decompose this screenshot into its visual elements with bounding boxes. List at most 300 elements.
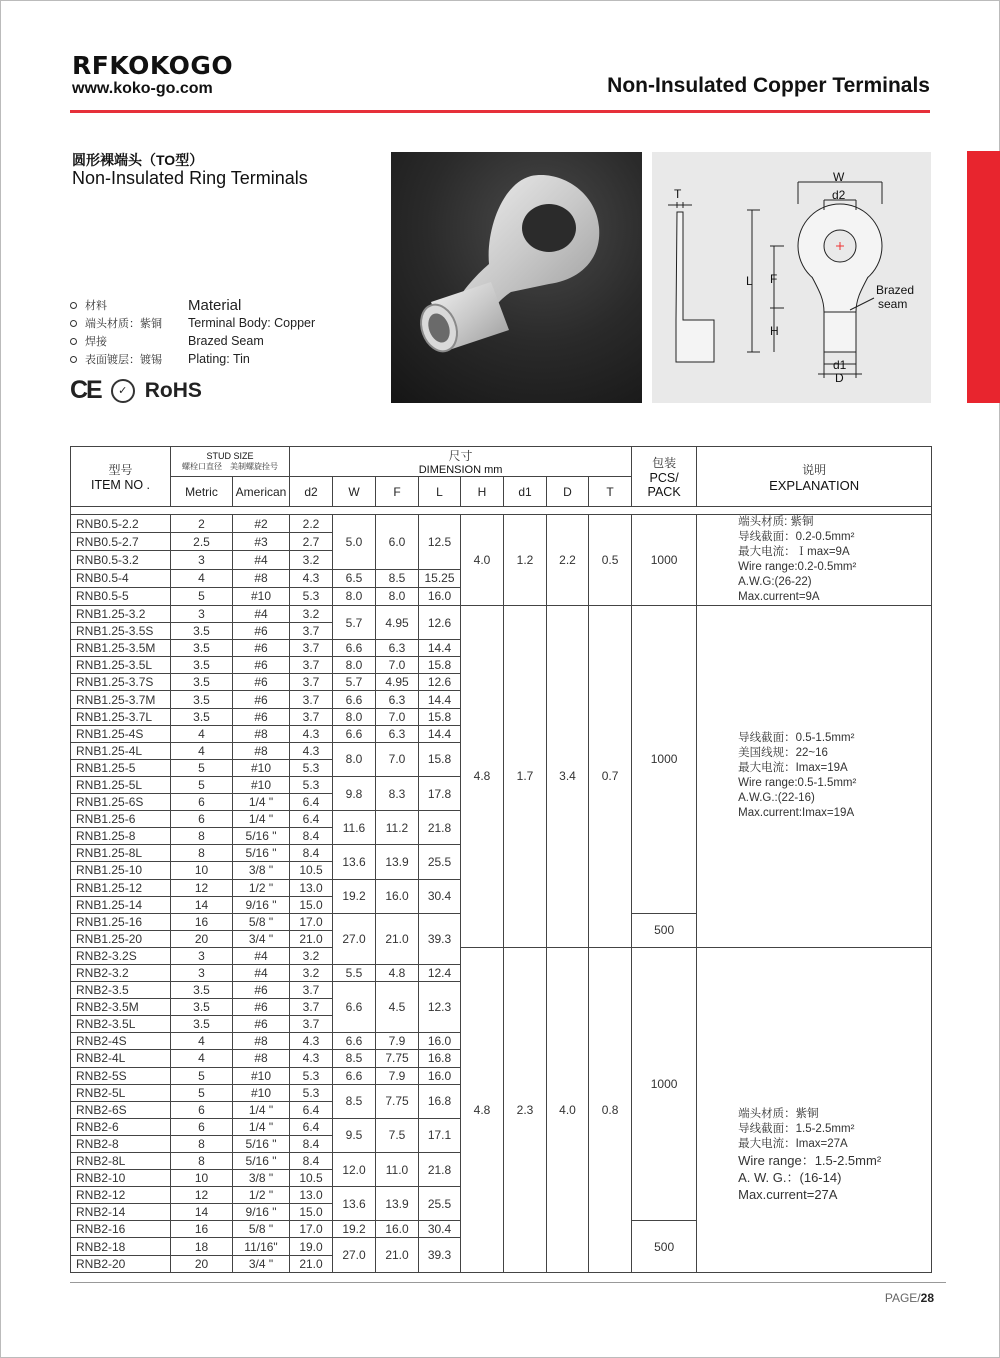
metric-cell: 3.5 — [171, 691, 233, 708]
l-cell: 21.8 — [419, 1153, 461, 1187]
w-cell: 8.5 — [333, 1084, 376, 1118]
side-tab — [967, 151, 1000, 403]
header-f: F — [376, 477, 419, 507]
american-cell: #10 — [233, 776, 290, 793]
header-l: L — [419, 477, 461, 507]
d2-cell: 15.0 — [290, 1204, 333, 1221]
page-heading: Non-Insulated Copper Terminals — [607, 74, 930, 97]
american-cell: #8 — [233, 725, 290, 742]
h-cell: 4.0 — [461, 515, 504, 606]
explanation-cell — [697, 515, 932, 606]
d2-cell: 2.7 — [290, 533, 333, 551]
metric-cell: 4 — [171, 1050, 233, 1067]
product-title-cn: 圆形裸端头（TO型） — [72, 152, 204, 168]
metric-cell: 2 — [171, 515, 233, 533]
item-no-cell: RNB0.5-2.2 — [71, 515, 171, 533]
l-cell: 12.3 — [419, 982, 461, 1033]
american-cell: #10 — [233, 1084, 290, 1101]
metric-cell: 4 — [171, 1033, 233, 1050]
explanation-line: 端头材质: 紫铜 — [738, 516, 814, 528]
metric-cell: 6 — [171, 1118, 233, 1135]
american-cell: 1/2 " — [233, 1187, 290, 1204]
pack-cell: 1000 — [632, 606, 697, 914]
item-no-cell: RNB1.25-3.5M — [71, 640, 171, 657]
item-no-cell: RNB2-3.5 — [71, 982, 171, 999]
spec-table-wrap — [70, 446, 931, 1273]
d2-cell: 3.7 — [290, 623, 333, 640]
w-cell: 6.6 — [333, 725, 376, 742]
metric-cell: 5 — [171, 1067, 233, 1084]
d2-cell: 3.2 — [290, 606, 333, 623]
material-cn: 表面镀层：镀锡 — [85, 354, 162, 366]
f-cell: 13.9 — [376, 845, 419, 879]
d2-cell: 8.4 — [290, 828, 333, 845]
l-cell: 39.3 — [419, 1238, 461, 1272]
explanation-line: 最大电流：Imax=27A — [738, 1137, 848, 1150]
item-no-cell: RNB1.25-3.5L — [71, 657, 171, 674]
d2-cell: 17.0 — [290, 913, 333, 930]
metric-cell: 5 — [171, 759, 233, 776]
table-row — [71, 606, 932, 623]
l-cell: 21.8 — [419, 811, 461, 845]
item-no-cell: RNB2-6S — [71, 1101, 171, 1118]
american-cell: #6 — [233, 623, 290, 640]
american-cell: #8 — [233, 1050, 290, 1067]
w-cell: 19.2 — [333, 879, 376, 913]
d2-cell: 3.7 — [290, 657, 333, 674]
f-cell: 4.95 — [376, 606, 419, 640]
l-cell: 12.4 — [419, 964, 461, 981]
explanation-line: 端头材质：紫铜 — [738, 1107, 819, 1120]
pack-cell: 500 — [632, 1221, 697, 1272]
explanation-line: Wire range：1.5-2.5mm² — [738, 1152, 882, 1168]
american-cell: #4 — [233, 947, 290, 964]
f-cell: 6.0 — [376, 515, 419, 570]
item-no-cell: RNB1.25-4S — [71, 725, 171, 742]
american-cell: 3/8 " — [233, 1170, 290, 1187]
material-row — [70, 332, 315, 350]
sgs-icon: ✓ — [111, 379, 135, 403]
metric-cell: 12 — [171, 879, 233, 896]
f-cell: 7.0 — [376, 657, 419, 674]
metric-cell: 2.5 — [171, 533, 233, 551]
d2-cell: 6.4 — [290, 1101, 333, 1118]
metric-cell: 5 — [171, 587, 233, 605]
dimension-diagram — [652, 152, 931, 403]
american-cell: #10 — [233, 759, 290, 776]
explanation-line: A. W. G.：(16-14) — [738, 1169, 842, 1185]
american-cell: #6 — [233, 999, 290, 1016]
american-cell: #6 — [233, 691, 290, 708]
american-cell: 5/16 " — [233, 1135, 290, 1152]
d2-cell: 3.7 — [290, 1016, 333, 1033]
t-cell: 0.7 — [589, 606, 632, 948]
w-cell: 6.5 — [333, 569, 376, 587]
material-en: Brazed Seam — [188, 334, 264, 348]
metric-cell: 8 — [171, 1135, 233, 1152]
american-cell: 3/4 " — [233, 930, 290, 947]
material-en: Plating: Tin — [188, 352, 250, 366]
item-no-cell: RNB1.25-3.7S — [71, 674, 171, 691]
l-cell: 17.1 — [419, 1118, 461, 1152]
d2-cell: 3.7 — [290, 982, 333, 999]
item-no-cell: RNB0.5-3.2 — [71, 551, 171, 569]
d2-cell: 19.0 — [290, 1238, 333, 1255]
item-no-cell: RNB1.25-3.5S — [71, 623, 171, 640]
f-cell: 7.9 — [376, 1033, 419, 1050]
f-cell: 11.2 — [376, 811, 419, 845]
header-w: W — [333, 477, 376, 507]
product-photo — [391, 152, 642, 403]
american-cell: #8 — [233, 742, 290, 759]
d1-cell: 1.7 — [504, 606, 547, 948]
d2-cell: 8.4 — [290, 1153, 333, 1170]
dim-label-d2: d2 — [832, 188, 846, 202]
american-cell: #4 — [233, 606, 290, 623]
explanation-line: Wire range:0.2-0.5mm² — [738, 561, 857, 573]
material-list — [70, 296, 315, 368]
item-no-cell: RNB2-8 — [71, 1135, 171, 1152]
l-cell: 15.8 — [419, 742, 461, 776]
w-cell: 8.0 — [333, 742, 376, 776]
american-cell: 1/2 " — [233, 879, 290, 896]
item-no-cell: RNB1.25-5L — [71, 776, 171, 793]
item-no-cell: RNB1.25-14 — [71, 896, 171, 913]
item-no-cell: RNB2-16 — [71, 1221, 171, 1238]
american-cell: #6 — [233, 1016, 290, 1033]
american-cell: #8 — [233, 569, 290, 587]
dim-label-f: F — [770, 272, 778, 286]
item-no-cell: RNB1.25-4L — [71, 742, 171, 759]
l-cell: 16.8 — [419, 1050, 461, 1067]
dim-label-t: T — [674, 187, 682, 201]
d-cell: 4.0 — [547, 947, 589, 1272]
header-t: T — [589, 477, 632, 507]
header-stud-size: STUD SIZE 螺栓口直径 美制螺旋拴号 — [171, 447, 290, 477]
material-row — [70, 314, 315, 332]
d2-cell: 3.7 — [290, 674, 333, 691]
explanation-line: A.W.G:(26-22) — [738, 576, 812, 588]
d2-cell: 5.3 — [290, 776, 333, 793]
metric-cell: 3.5 — [171, 982, 233, 999]
american-cell: 5/16 " — [233, 1153, 290, 1170]
item-no-cell: RNB1.25-10 — [71, 862, 171, 879]
l-cell: 15.8 — [419, 657, 461, 674]
material-cn: 端头材质：紫铜 — [85, 318, 162, 330]
metric-cell: 20 — [171, 1255, 233, 1272]
l-cell: 14.4 — [419, 640, 461, 657]
t-cell: 0.8 — [589, 947, 632, 1272]
dim-label-l: L — [746, 274, 753, 288]
w-cell: 6.6 — [333, 691, 376, 708]
american-cell: #6 — [233, 982, 290, 999]
f-cell: 7.5 — [376, 1118, 419, 1152]
american-cell: #3 — [233, 533, 290, 551]
header-dimension: 尺寸 DIMENSION mm — [290, 447, 632, 477]
d2-cell: 10.5 — [290, 862, 333, 879]
american-cell: 1/4 " — [233, 794, 290, 811]
w-cell: 19.2 — [333, 1221, 376, 1238]
metric-cell: 4 — [171, 742, 233, 759]
dim-label-d1: d1 — [833, 358, 847, 372]
w-cell: 6.6 — [333, 1033, 376, 1050]
d2-cell: 3.7 — [290, 708, 333, 725]
header-rule — [70, 110, 930, 113]
d2-cell: 15.0 — [290, 896, 333, 913]
metric-cell: 4 — [171, 725, 233, 742]
material-row — [70, 350, 315, 368]
d2-cell: 8.4 — [290, 845, 333, 862]
l-cell: 30.4 — [419, 879, 461, 913]
f-cell: 7.75 — [376, 1050, 419, 1067]
metric-cell: 14 — [171, 896, 233, 913]
american-cell: #6 — [233, 657, 290, 674]
l-cell: 25.5 — [419, 1187, 461, 1221]
explanation-cell — [697, 606, 932, 948]
t-cell: 0.5 — [589, 515, 632, 606]
american-cell: 3/8 " — [233, 862, 290, 879]
american-cell: 1/4 " — [233, 811, 290, 828]
item-no-cell: RNB2-3.5M — [71, 999, 171, 1016]
w-cell: 9.5 — [333, 1118, 376, 1152]
d-cell: 3.4 — [547, 606, 589, 948]
item-no-cell: RNB2-12 — [71, 1187, 171, 1204]
ring-terminal-photo-icon — [391, 152, 642, 403]
item-no-cell: RNB1.25-3.7L — [71, 708, 171, 725]
american-cell: 3/4 " — [233, 1255, 290, 1272]
h-cell: 4.8 — [461, 606, 504, 948]
metric-cell: 8 — [171, 1153, 233, 1170]
item-no-cell: RNB1.25-3.2 — [71, 606, 171, 623]
header-d: D — [547, 477, 589, 507]
metric-cell: 18 — [171, 1238, 233, 1255]
dim-label-d: D — [835, 371, 844, 385]
explanation-cell — [697, 947, 932, 1272]
explanation-line: 最大电流：Imax=19A — [738, 762, 848, 775]
metric-cell: 3.5 — [171, 999, 233, 1016]
item-no-cell: RNB0.5-4 — [71, 569, 171, 587]
american-cell: 5/8 " — [233, 1221, 290, 1238]
metric-cell: 6 — [171, 811, 233, 828]
w-cell: 5.7 — [333, 674, 376, 691]
american-cell: 9/16 " — [233, 896, 290, 913]
american-cell: 11/16" — [233, 1238, 290, 1255]
metric-cell: 3.5 — [171, 708, 233, 725]
d2-cell: 3.7 — [290, 691, 333, 708]
item-no-cell: RNB2-3.5L — [71, 1016, 171, 1033]
f-cell: 16.0 — [376, 879, 419, 913]
w-cell: 6.6 — [333, 1067, 376, 1084]
metric-cell: 3 — [171, 606, 233, 623]
item-no-cell: RNB0.5-5 — [71, 587, 171, 605]
l-cell: 12.6 — [419, 606, 461, 640]
l-cell: 16.0 — [419, 1033, 461, 1050]
f-cell: 4.95 — [376, 674, 419, 691]
metric-cell: 3 — [171, 947, 233, 964]
l-cell: 15.25 — [419, 569, 461, 587]
l-cell: 15.8 — [419, 708, 461, 725]
american-cell: #8 — [233, 1033, 290, 1050]
pack-cell: 1000 — [632, 947, 697, 1221]
header-pack: 包装 PCS/ PACK — [632, 447, 697, 507]
spec-table — [70, 446, 932, 1273]
item-no-cell: RNB2-3.2S — [71, 947, 171, 964]
f-cell: 8.0 — [376, 587, 419, 605]
explanation-line: Max.current=9A — [738, 591, 820, 603]
header-metric: Metric — [171, 477, 233, 507]
l-cell: 14.4 — [419, 691, 461, 708]
item-no-cell: RNB1.25-6 — [71, 811, 171, 828]
item-no-cell: RNB2-18 — [71, 1238, 171, 1255]
american-cell: #6 — [233, 640, 290, 657]
bullet-icon — [70, 338, 77, 345]
spec-body — [71, 515, 932, 1273]
explanation-line: 最大电流：Ｉmax=9A — [738, 546, 850, 558]
d2-cell: 6.4 — [290, 811, 333, 828]
product-title-en: Non-Insulated Ring Terminals — [72, 168, 308, 188]
metric-cell: 12 — [171, 1187, 233, 1204]
explanation-line: 美国线规：22~16 — [738, 747, 828, 760]
d2-cell: 3.2 — [290, 964, 333, 981]
table-row — [71, 947, 932, 964]
bullet-icon — [70, 356, 77, 363]
d2-cell: 3.7 — [290, 640, 333, 657]
d2-cell: 4.3 — [290, 742, 333, 759]
w-cell: 8.5 — [333, 1050, 376, 1067]
american-cell: 5/16 " — [233, 845, 290, 862]
brand-url[interactable]: www.koko-go.com — [72, 80, 213, 97]
d2-cell: 5.3 — [290, 1067, 333, 1084]
pack-cell: 500 — [632, 913, 697, 947]
w-cell: 5.7 — [333, 606, 376, 640]
l-cell: 14.4 — [419, 725, 461, 742]
item-no-cell: RNB1.25-20 — [71, 930, 171, 947]
american-cell: #2 — [233, 515, 290, 533]
d1-cell: 1.2 — [504, 515, 547, 606]
ce-mark-icon: CE — [70, 376, 101, 404]
explanation-line: Max.current=27A — [738, 1186, 838, 1202]
item-no-cell: RNB2-4S — [71, 1033, 171, 1050]
explanation-line: Max.current:Imax=19A — [738, 807, 855, 820]
l-cell: 39.3 — [419, 913, 461, 964]
w-cell: 9.8 — [333, 776, 376, 810]
seam-label: seam — [878, 297, 908, 311]
brand-logo: RFKOKOGO — [72, 51, 234, 80]
d2-cell: 6.4 — [290, 794, 333, 811]
w-cell: 27.0 — [333, 913, 376, 964]
d2-cell: 3.2 — [290, 551, 333, 569]
metric-cell: 8 — [171, 828, 233, 845]
f-cell: 8.5 — [376, 569, 419, 587]
w-cell: 27.0 — [333, 1238, 376, 1272]
l-cell: 16.8 — [419, 1084, 461, 1118]
american-cell: #10 — [233, 1067, 290, 1084]
w-cell: 12.0 — [333, 1153, 376, 1187]
bullet-icon — [70, 320, 77, 327]
metric-cell: 3.5 — [171, 657, 233, 674]
item-no-cell: RNB1.25-6S — [71, 794, 171, 811]
header-d2: d2 — [290, 477, 333, 507]
american-cell: #4 — [233, 551, 290, 569]
w-cell: 6.6 — [333, 982, 376, 1033]
d2-cell: 17.0 — [290, 1221, 333, 1238]
explanation-line: Wire range:0.5-1.5mm² — [738, 777, 857, 790]
l-cell: 17.8 — [419, 776, 461, 810]
f-cell: 16.0 — [376, 1221, 419, 1238]
metric-cell: 3.5 — [171, 674, 233, 691]
material-cn: 材料 — [85, 300, 107, 312]
explanation-line: 导线截面：0.5-1.5mm² — [738, 732, 855, 745]
d2-cell: 4.3 — [290, 1050, 333, 1067]
item-no-cell: RNB2-5L — [71, 1084, 171, 1101]
item-no-cell: RNB1.25-3.7M — [71, 691, 171, 708]
header-gap — [71, 507, 932, 515]
d2-cell: 4.3 — [290, 569, 333, 587]
w-cell: 11.6 — [333, 811, 376, 845]
rohs-mark: RoHS — [144, 378, 202, 402]
american-cell: #10 — [233, 587, 290, 605]
explanation-line: A.W.G.:(22-16) — [738, 792, 815, 805]
material-en: Material — [188, 296, 242, 314]
d2-cell: 13.0 — [290, 879, 333, 896]
header-explanation: 说明 EXPLANATION — [697, 447, 932, 507]
pack-cell: 1000 — [632, 515, 697, 606]
l-cell: 16.0 — [419, 587, 461, 605]
page-number: PAGE/28 — [884, 1291, 934, 1305]
item-no-cell: RNB2-3.2 — [71, 964, 171, 981]
header-item: 型号 ITEM NO . — [71, 447, 171, 507]
american-cell: #6 — [233, 674, 290, 691]
american-cell: 1/4 " — [233, 1101, 290, 1118]
l-cell: 25.5 — [419, 845, 461, 879]
metric-cell: 16 — [171, 913, 233, 930]
metric-cell: 6 — [171, 794, 233, 811]
f-cell: 7.9 — [376, 1067, 419, 1084]
f-cell: 4.5 — [376, 982, 419, 1033]
w-cell: 6.6 — [333, 640, 376, 657]
f-cell: 21.0 — [376, 1238, 419, 1272]
metric-cell: 10 — [171, 1170, 233, 1187]
d2-cell: 3.2 — [290, 947, 333, 964]
brazed-label: Brazed — [876, 283, 915, 297]
f-cell: 7.0 — [376, 708, 419, 725]
brand — [72, 52, 233, 98]
w-cell: 8.0 — [333, 708, 376, 725]
material-en: Terminal Body: Copper — [188, 316, 316, 330]
d2-cell: 4.3 — [290, 725, 333, 742]
metric-cell: 10 — [171, 862, 233, 879]
metric-cell: 14 — [171, 1204, 233, 1221]
f-cell: 13.9 — [376, 1187, 419, 1221]
d2-cell: 5.3 — [290, 759, 333, 776]
l-cell: 30.4 — [419, 1221, 461, 1238]
h-cell: 4.8 — [461, 947, 504, 1272]
f-cell: 7.75 — [376, 1084, 419, 1118]
american-cell: 5/16 " — [233, 828, 290, 845]
d2-cell: 5.3 — [290, 587, 333, 605]
item-no-cell: RNB2-4L — [71, 1050, 171, 1067]
explanation-line: 导线截面：1.5-2.5mm² — [738, 1122, 855, 1135]
f-cell: 6.3 — [376, 640, 419, 657]
l-cell: 16.0 — [419, 1067, 461, 1084]
d2-cell: 8.4 — [290, 1135, 333, 1152]
metric-cell: 3 — [171, 964, 233, 981]
item-no-cell: RNB1.25-8 — [71, 828, 171, 845]
metric-cell: 16 — [171, 1221, 233, 1238]
american-cell: #4 — [233, 964, 290, 981]
metric-cell: 6 — [171, 1101, 233, 1118]
item-no-cell: RNB2-14 — [71, 1204, 171, 1221]
